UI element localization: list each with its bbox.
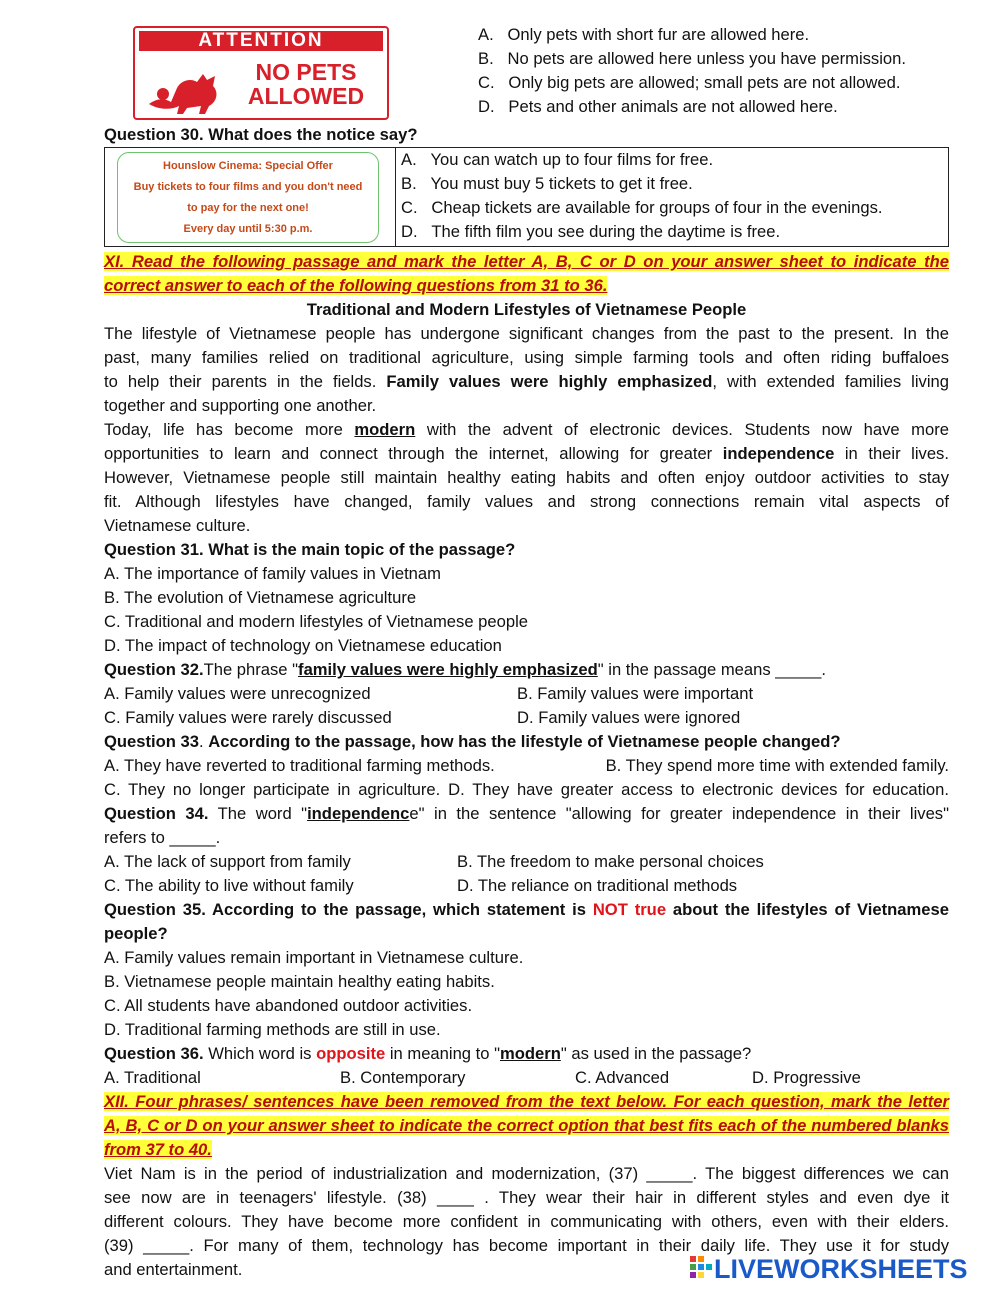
notice-line-3: to pay for the next one! [187, 202, 309, 214]
sign-line-1: NO PETS [255, 59, 357, 85]
sign-message [231, 60, 381, 108]
liveworksheets-logo [690, 1254, 968, 1284]
q30-option-a: A. You can watch up to four films for free. [401, 150, 714, 169]
q30-option-b: B. You must buy 5 tickets to get it free. [401, 174, 693, 193]
passage-p2-line-5: Vietnamese culture. [104, 516, 251, 535]
no-pets-sign [133, 26, 389, 120]
q35-option-d: D. Traditional farming methods are still in use. [104, 1020, 441, 1039]
liveworksheets-logo-icon [690, 1256, 712, 1282]
passage2-line-1: Viet Nam is in the period of industrialization and modernization, (37) _____. The biggest differences we can [104, 1164, 949, 1183]
q30-table [104, 147, 949, 247]
section-12-instruction-2 [104, 1114, 949, 1138]
q36-options [104, 1066, 949, 1090]
q36-label: Question 36. [104, 1044, 204, 1063]
q32-label: Question 32. [104, 660, 204, 679]
q34-option-a: A. The lack of support from family [104, 852, 351, 871]
section-12-instruction-1 [104, 1090, 949, 1114]
section-12-instruction-3 [104, 1138, 949, 1162]
q29-option-b: B. No pets are allowed here unless you have permission. [478, 49, 906, 68]
q32-option-d: D. Family values were ignored [517, 708, 741, 727]
p2-l2-part-c: in their lives. [844, 444, 949, 463]
passage2-line-5: and entertainment. [104, 1260, 243, 1279]
cinema-notice [117, 152, 379, 243]
q33-row-1 [104, 754, 949, 778]
q36-opposite: opposite [316, 1044, 386, 1063]
q32-row-2 [104, 706, 949, 730]
q33-text: According to the passage, how has the lifestyle of Vietnamese people changed? [208, 732, 841, 751]
q36-option-c: C. Advanced [575, 1068, 670, 1087]
q31-option-b: B. The evolution of Vietnamese agriculture [104, 588, 417, 607]
q31-option-a: A. The importance of family values in Vietnam [104, 564, 441, 583]
q35-not-true: NOT true [592, 900, 667, 919]
passage2-line-3: different colours. They have become more confident in communicating with others, even with their elders. [104, 1212, 949, 1231]
q35-option-a: A. Family values remain important in Vietnamese culture. [104, 948, 524, 967]
q32-question [104, 658, 949, 682]
passage-p1-line-4: together and supporting one another. [104, 396, 377, 415]
q34-row-2 [104, 874, 949, 898]
section-11-instruction-text-1: XI. Read the following passage and mark the letter A, B, C or D on your answer sheet to indicate the [104, 252, 949, 271]
p1-l3-part-a: to help their parents in the fields. [104, 372, 377, 391]
q32-post: " in the passage means _____. [597, 660, 827, 679]
q30-option-c: C. Cheap tickets are available for groups of four in the evenings. [401, 198, 883, 217]
family-values-phrase: Family values were highly emphasized [386, 372, 713, 391]
q33-option-d: D. They have greater access to electronic devices for education. [448, 780, 949, 799]
q30-option-d: D. The fifth film you see during the daytime is free. [401, 222, 781, 241]
q36-option-a: A. Traditional [104, 1068, 201, 1087]
q36-question [104, 1042, 949, 1066]
q36-option-d: D. Progressive [752, 1068, 861, 1087]
q36-option-b: B. Contemporary [340, 1068, 466, 1087]
q34-label: Question 34. [104, 804, 209, 823]
notice-line-2: Buy tickets to four films and you don't need [133, 181, 363, 193]
q32-pre: The phrase " [203, 660, 299, 679]
q34-option-d: D. The reliance on traditional methods [457, 876, 738, 895]
logo-text: LIVEWORKSHEETS [714, 1254, 968, 1284]
p2-l2-part-a: opportunities to learn and connect through the internet, allowing for greater [104, 444, 713, 463]
q33-option-a: A. They have reverted to traditional farming methods. [104, 756, 495, 775]
q33-option-b: B. They spend more time with extended family. [605, 756, 949, 775]
section-12-instruction-text-1: XII. Four phrases/ sentences have been removed from the text below. For each question, mark the letter [104, 1092, 949, 1111]
q32-phrase: family values were highly emphasized [298, 660, 598, 679]
q35-pre: Question 35. According to the passage, which statement is [104, 900, 586, 919]
q30-notice-cell [105, 148, 396, 246]
q33-option-c: C. They no longer participate in agriculture. [104, 780, 441, 799]
q32-option-b: B. Family values were important [517, 684, 754, 703]
q32-option-c: C. Family values were rarely discussed [104, 708, 392, 727]
q33-question [104, 730, 949, 754]
q30-question: Question 30. What does the notice say? [104, 125, 418, 144]
section-12-instruction-text-2: A, B, C or D on your answer sheet to indicate the correct option that best fits each of the numbered blanks [104, 1116, 949, 1135]
q35-line-2: people? [104, 924, 168, 943]
passage-p2-line-3: However, Vietnamese people still maintain healthy eating habits and often enjoy outdoor activities to stay [104, 468, 949, 487]
section-11-instruction-2 [104, 274, 949, 298]
pet-silhouette-icon [143, 58, 231, 116]
passage-p1-line-3 [104, 370, 949, 394]
passage-p2-line-2 [104, 442, 949, 466]
passage-p1-line-1: The lifestyle of Vietnamese people has undergone significant changes from the past to the present. In the [104, 324, 949, 343]
p1-l3-part-c: , with extended families living [712, 372, 949, 391]
passage-p2-line-4: fit. Although lifestyles have changed, family values and strong connections remain vital aspects of [104, 492, 949, 511]
section-11-instruction-text-2: correct answer to each of the following questions from 31 to 36. [104, 276, 608, 295]
q35-option-b: B. Vietnamese people maintain healthy eating habits. [104, 972, 495, 991]
modern-word: modern [354, 420, 416, 439]
q34-line-2: refers to _____. [104, 828, 221, 847]
q29-option-d: D. Pets and other animals are not allowed here. [478, 97, 838, 116]
passage-p1-line-2: past, many families relied on traditional agriculture, using simple farming tools and often riding buffaloes [104, 348, 949, 367]
q32-option-a: A. Family values were unrecognized [104, 684, 371, 703]
p2-l1-part-a: Today, life has become more [104, 420, 343, 439]
q34-pre: The word " [208, 804, 308, 823]
q34-question [104, 802, 949, 826]
passage-title: Traditional and Modern Lifestyles of Vietnamese People [306, 300, 747, 319]
q32-row-1 [104, 682, 949, 706]
q34-row-1 [104, 850, 949, 874]
q29-option-a: A. Only pets with short fur are allowed here. [478, 25, 810, 44]
q34-post: " in the sentence "allowing for greater independence in their lives" [418, 804, 949, 823]
q29-options [478, 23, 906, 119]
q34-option-c: C. The ability to live without family [104, 876, 354, 895]
q31-option-c: C. Traditional and modern lifestyles of Vietnamese people [104, 612, 528, 631]
section-12-instruction-text-3: from 37 to 40. [104, 1140, 212, 1159]
q36-mid: in meaning to " [385, 1044, 500, 1063]
p2-l1-part-c: with the advent of electronic devices. Students now have more [426, 420, 949, 439]
q33-dot: . [198, 732, 209, 751]
q34-word-rest: e [409, 804, 419, 823]
q29-option-c: C. Only big pets are allowed; small pets are not allowed. [478, 73, 901, 92]
notice-line-1: Hounslow Cinema: Special Offer [163, 160, 333, 172]
q31-option-d: D. The impact of technology on Vietnamese education [104, 636, 502, 655]
q35-option-c: C. All students have abandoned outdoor activities. [104, 996, 473, 1015]
q36-pre: Which word is [203, 1044, 317, 1063]
q36-post: " as used in the passage? [560, 1044, 752, 1063]
independence-word: independence [722, 444, 835, 463]
passage2-line-4: (39) _____. For many of them, technology has become important in their daily life. They use it for study [104, 1236, 949, 1255]
section-11-instruction-1 [104, 250, 949, 274]
q34-word: independenc [307, 804, 410, 823]
q34-option-b: B. The freedom to make personal choices [457, 852, 764, 871]
notice-line-4: Every day until 5:30 p.m. [183, 223, 313, 235]
q30-options [401, 148, 883, 244]
q36-word: modern [499, 1044, 561, 1063]
sign-line-2: ALLOWED [247, 83, 365, 109]
sign-header: ATTENTION [139, 31, 383, 51]
q31-question: Question 31. What is the main topic of the passage? [104, 540, 516, 559]
q35-post: about the lifestyles of Vietnamese [672, 900, 949, 919]
q33-row-2 [104, 778, 949, 802]
q33-label: Question 33 [104, 732, 199, 751]
passage-p2-line-1 [104, 418, 949, 442]
q35-question [104, 898, 949, 922]
passage2-line-2: see now are in teenagers' lifestyle. (38) ____ . They wear their hair in different styles and even dye it [104, 1188, 949, 1207]
